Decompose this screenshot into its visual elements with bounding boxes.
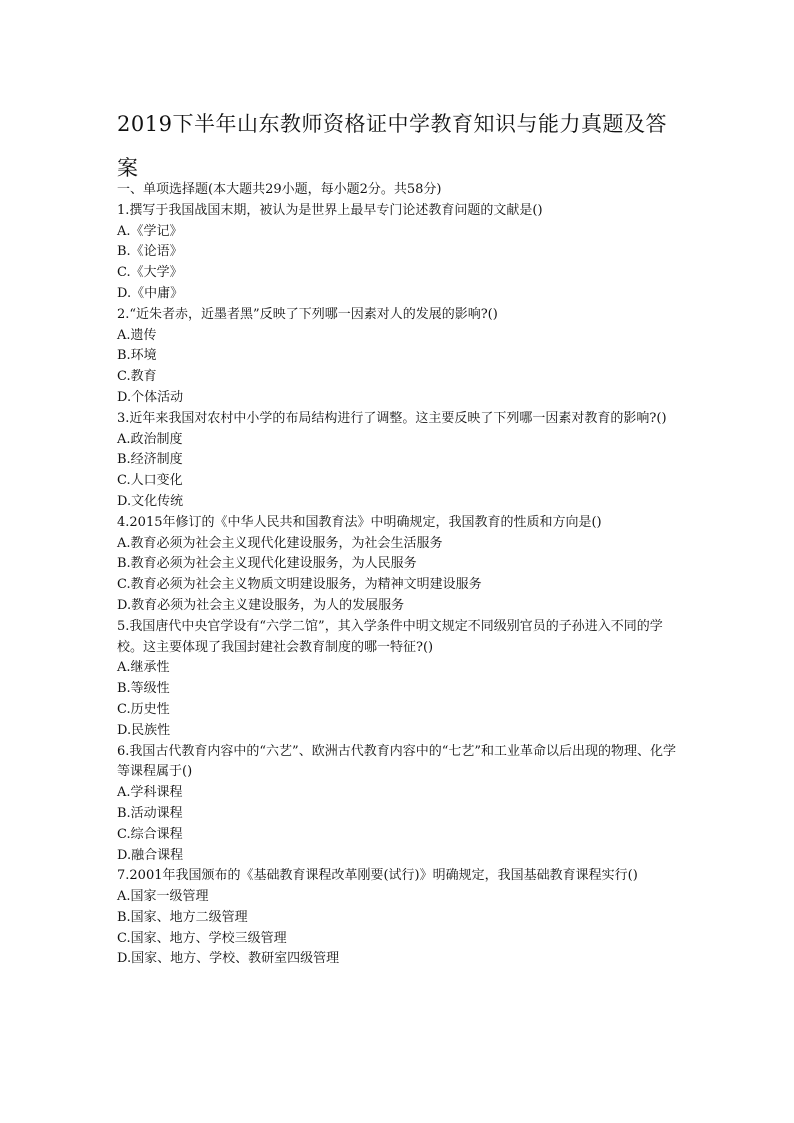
question-stem: 7.2001年我国颁布的《基础教育课程改革刚要(试行)》明确规定，我国基础教育课程实行() [117, 868, 638, 884]
option-d: D.《中庸》 [117, 285, 184, 301]
question-stem: 6.我国古代教育内容中的“六艺”、欧洲古代教育内容中的“七艺”和工业革命以后出现的物理、化学等课程属于() [117, 743, 676, 780]
option-c: C.教育必须为社会主义物质文明建设服务，为精神文明建设服务 [117, 577, 482, 593]
option-d: D.国家、地方、学校、教研室四级管理 [117, 951, 340, 967]
option-b: B.活动课程 [117, 805, 183, 821]
option-c: C.国家、地方、学校三级管理 [117, 930, 287, 946]
question-5 [117, 617, 677, 742]
option-c: C.历史性 [117, 701, 170, 717]
option-b: B.等级性 [117, 681, 170, 697]
option-d: D.个体活动 [117, 389, 184, 405]
option-a: A.遗传 [117, 327, 157, 343]
option-c: C.人口变化 [117, 473, 183, 489]
question-2 [117, 305, 677, 409]
question-1 [117, 201, 677, 305]
option-b: B.教育必须为社会主义现代化建设服务，为人民服务 [117, 556, 417, 572]
option-d: D.融合课程 [117, 847, 184, 863]
option-b: B.环境 [117, 348, 157, 364]
option-a: A.国家一级管理 [117, 889, 209, 905]
question-7 [117, 866, 677, 970]
option-a: A.继承性 [117, 660, 170, 676]
option-a: A.学科课程 [117, 785, 183, 801]
option-a: A.《学记》 [117, 223, 183, 239]
option-c: C.综合课程 [117, 826, 183, 842]
option-c: C.教育 [117, 369, 157, 385]
question-stem: 1.撰写于我国战国末期，被认为是世界上最早专门论述教育问题的文献是() [117, 202, 543, 218]
option-d: D.文化传统 [117, 493, 184, 509]
option-b: B.国家、地方二级管理 [117, 909, 248, 925]
question-stem: 3.近年来我国对农村中小学的布局结构进行了调整。这主要反映了下列哪一因素对教育的影响?() [117, 410, 667, 426]
question-stem: 5.我国唐代中央官学设有“六学二馆”，其入学条件中明文规定不同级别官员的子孙进入不同的学校。这主要体现了我国封建社会教育制度的哪一特征?() [117, 618, 663, 655]
section-header: 一、单项选择题(本大题共29小题，每小题2分。共58分) [117, 182, 442, 197]
option-d: D.民族性 [117, 722, 171, 738]
document-title: 2019下半年山东教师资格证中学教育知识与能力真题及答案 [117, 112, 667, 180]
option-a: A.教育必须为社会主义现代化建设服务，为社会生活服务 [117, 535, 443, 551]
option-c: C.《大学》 [117, 265, 183, 281]
question-6 [117, 742, 677, 867]
question-stem: 4.2015年修订的《中华人民共和国教育法》中明确规定，我国教育的性质和方向是() [117, 514, 602, 530]
question-3 [117, 409, 677, 513]
question-stem: 2.“近朱者赤，近墨者黑”反映了下列哪一因素对人的发展的影响?() [117, 306, 498, 322]
question-4 [117, 513, 677, 617]
option-b: B.《论语》 [117, 244, 183, 260]
document-body [117, 180, 677, 970]
option-d: D.教育必须为社会主义建设服务，为人的发展服务 [117, 597, 405, 613]
option-a: A.政治制度 [117, 431, 183, 447]
option-b: B.经济制度 [117, 452, 183, 468]
